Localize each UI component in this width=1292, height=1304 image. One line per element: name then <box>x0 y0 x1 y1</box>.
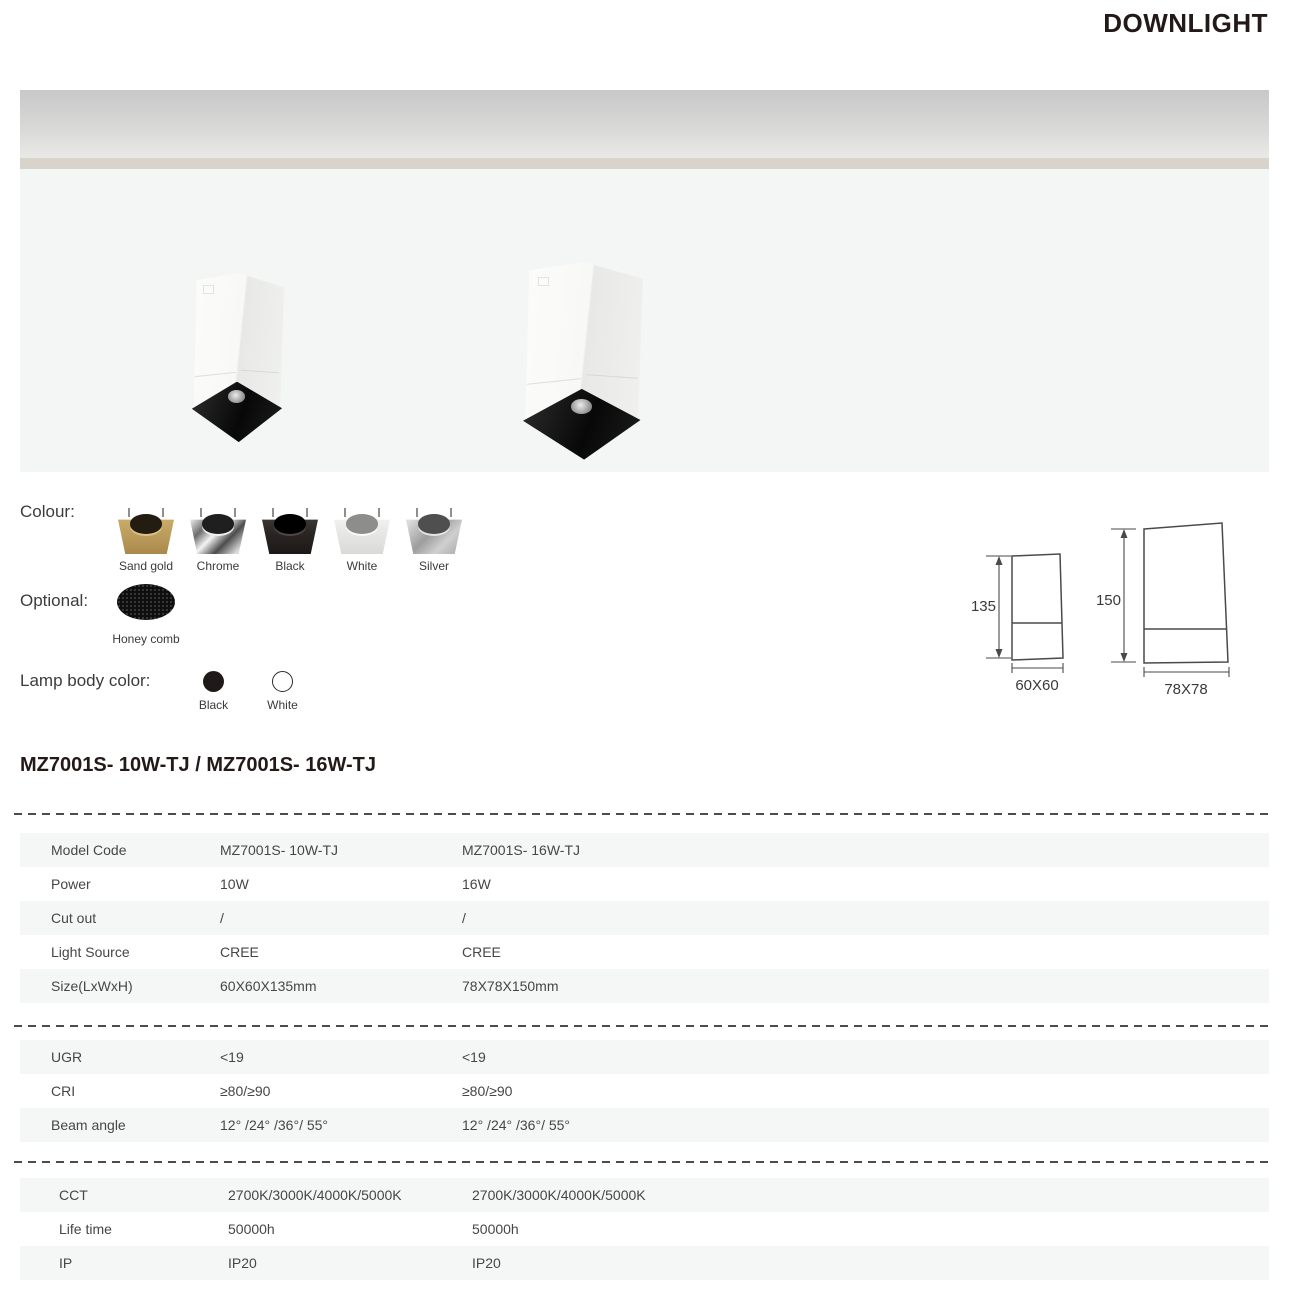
spec-value-model2: 78X78X150mm <box>462 978 559 994</box>
dashed-divider <box>14 813 1272 815</box>
spec-label: Cut out <box>51 910 97 926</box>
colour-option-white <box>326 508 398 573</box>
table-row <box>20 1246 1269 1280</box>
swatch-pin <box>450 508 452 517</box>
colour-option-silver <box>398 508 470 573</box>
product-model-title: MZ7001S- 10W-TJ / MZ7001S- 16W-TJ <box>20 754 376 776</box>
swatch-pin <box>416 508 418 517</box>
swatch-hole <box>418 514 451 533</box>
product-hero-banner <box>20 90 1269 472</box>
swatch-hole <box>274 514 307 533</box>
swatch-pin <box>234 508 236 517</box>
swatch-hole <box>202 514 235 533</box>
banner-accent-strip <box>20 158 1269 169</box>
sand-gold-swatch-icon <box>118 508 174 554</box>
spec-label: Power <box>51 876 91 892</box>
spec-label: UGR <box>51 1049 83 1065</box>
spec-group-general <box>20 833 1269 1003</box>
spec-value-model1: 12° /24° /36°/ 55° <box>220 1117 329 1133</box>
table-row <box>20 969 1269 1003</box>
spec-label: Light Source <box>51 944 130 960</box>
lamp-body-color-row <box>179 671 317 712</box>
table-row <box>20 1074 1269 1108</box>
lamp-lens <box>571 399 592 414</box>
spec-label: IP <box>59 1255 73 1271</box>
spec-value-model2: ≥80/≥90 <box>462 1083 513 1099</box>
spec-value-model1: 50000h <box>228 1221 275 1237</box>
spec-value-model2: 2700K/3000K/4000K/5000K <box>472 1187 646 1203</box>
dimension-diagram-large <box>1096 523 1229 698</box>
table-row <box>20 935 1269 969</box>
spec-value-model2: 50000h <box>472 1221 519 1237</box>
colour-swatch-row <box>110 508 470 573</box>
table-row <box>20 1178 1269 1212</box>
lamp-body-option-black <box>179 671 248 712</box>
spec-value-model1: 2700K/3000K/4000K/5000K <box>228 1187 402 1203</box>
dimension-diagrams <box>953 505 1245 705</box>
optional-row <box>110 584 182 646</box>
lamp-body-option-label: Black <box>198 698 229 712</box>
colour-section-label: Colour: <box>20 502 75 521</box>
colour-option-label: Chrome <box>196 559 240 573</box>
lamp-body-option-label: White <box>267 698 298 712</box>
swatch-hole <box>346 514 379 533</box>
spec-label: Beam angle <box>51 1117 126 1133</box>
swatch-pin <box>344 508 346 517</box>
lamp-lens <box>228 390 244 402</box>
colour-option-label: Silver <box>418 559 449 573</box>
optional-item-label: Honey comb <box>112 632 180 646</box>
spec-label: CRI <box>51 1083 76 1099</box>
black-swatch-icon <box>262 508 318 554</box>
colour-option-label: White <box>346 559 378 573</box>
colour-option-sand-gold <box>110 508 182 573</box>
spec-value-model1: 60X60X135mm <box>220 978 317 994</box>
dimension-diagram-small <box>971 554 1063 694</box>
dim-base-large: 78X78 <box>1164 681 1208 698</box>
colour-option-label: Sand gold <box>118 559 174 573</box>
colour-option-chrome <box>182 508 254 573</box>
banner-gradient <box>20 90 1269 158</box>
swatch-pin <box>272 508 274 517</box>
spec-value-model1: IP20 <box>228 1255 257 1271</box>
dashed-divider <box>14 1161 1272 1163</box>
colour-option-label: Black <box>275 559 305 573</box>
spec-value-model2: <19 <box>462 1049 486 1065</box>
spec-value-model1: MZ7001S- 10W-TJ <box>220 842 338 858</box>
spec-value-model2: 12° /24° /36°/ 55° <box>462 1117 571 1133</box>
dim-height-small: 135 <box>970 598 996 615</box>
spec-label: Life time <box>59 1221 112 1237</box>
spec-group-electrical <box>20 1178 1269 1280</box>
banner-body <box>20 169 1269 472</box>
table-row <box>20 1212 1269 1246</box>
table-row <box>20 901 1269 935</box>
lamp-body-section-label: Lamp body color: <box>20 671 151 690</box>
colour-option-black <box>254 508 326 573</box>
spec-value-model2: IP20 <box>472 1255 501 1271</box>
swatch-pin <box>162 508 164 517</box>
dim-base-small: 60X60 <box>1015 677 1059 694</box>
chrome-swatch-icon <box>190 508 246 554</box>
swatch-hole <box>130 514 163 533</box>
spec-value-model2: / <box>462 910 466 926</box>
swatch-pin <box>306 508 308 517</box>
product-photo-large <box>518 262 643 470</box>
dim-height-large: 150 <box>1095 592 1121 609</box>
page-title: DOWNLIGHT <box>1103 8 1268 38</box>
table-row <box>20 1040 1269 1074</box>
spec-value-model1: CREE <box>220 944 259 960</box>
spec-value-model2: CREE <box>462 944 501 960</box>
silver-swatch-icon <box>406 508 462 554</box>
spec-group-optics <box>20 1040 1269 1142</box>
spec-label: Model Code <box>51 842 127 858</box>
swatch-pin <box>128 508 130 517</box>
optional-item-honeycomb <box>110 584 182 646</box>
black-color-dot-icon <box>203 671 224 692</box>
table-row <box>20 833 1269 867</box>
table-row <box>20 867 1269 901</box>
spec-value-model2: 16W <box>462 876 491 892</box>
white-color-dot-icon <box>272 671 293 692</box>
table-row <box>20 1108 1269 1142</box>
swatch-pin <box>200 508 202 517</box>
dashed-divider <box>14 1025 1272 1027</box>
honeycomb-icon <box>117 584 175 620</box>
spec-label: CCT <box>59 1187 88 1203</box>
lamp-notch <box>538 277 549 286</box>
spec-label: Size(LxWxH) <box>51 978 133 994</box>
spec-value-model1: <19 <box>220 1049 244 1065</box>
white-swatch-icon <box>334 508 390 554</box>
spec-value-model1: ≥80/≥90 <box>220 1083 271 1099</box>
product-photo-small <box>188 273 284 451</box>
lamp-notch <box>203 285 214 294</box>
spec-value-model1: / <box>220 910 224 926</box>
optional-section-label: Optional: <box>20 591 89 610</box>
lamp-body-option-white <box>248 671 317 712</box>
spec-value-model2: MZ7001S- 16W-TJ <box>462 842 580 858</box>
swatch-pin <box>378 508 380 517</box>
spec-value-model1: 10W <box>220 876 249 892</box>
